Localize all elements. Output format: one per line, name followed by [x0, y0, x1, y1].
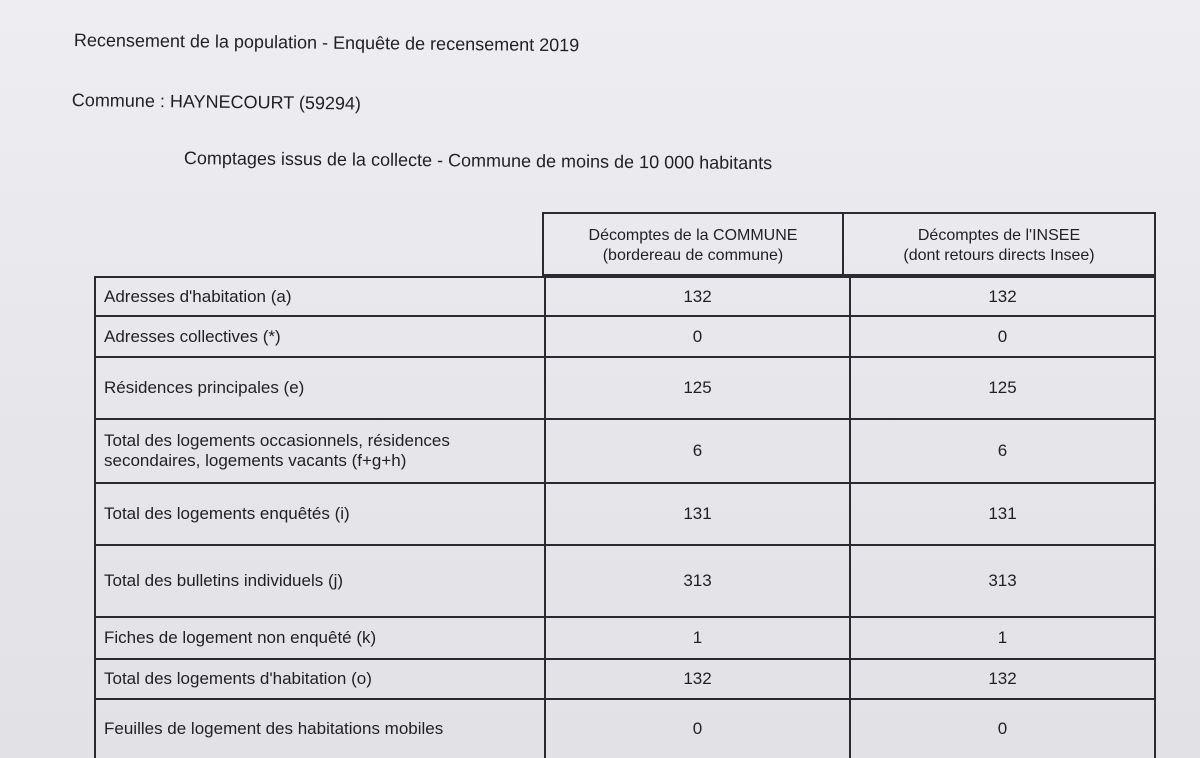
- document-subtitle: Comptages issus de la collecte - Commune de moins de 10 000 habitants: [183, 148, 773, 174]
- counts-table-body: [94, 276, 1156, 758]
- table-row: [95, 483, 1155, 545]
- table-row: [95, 357, 1155, 419]
- commune-value: 132: [545, 659, 850, 699]
- row-label: Total des logements d'habitation (o): [95, 659, 545, 699]
- insee-value: 132: [850, 659, 1155, 699]
- table-row: [95, 699, 1155, 758]
- header-insee-subtitle: (dont retours directs Insee): [903, 247, 1095, 264]
- header-commune-title: Décomptes de la COMMUNE: [588, 227, 798, 244]
- document-title: Recensement de la population - Enquête de recensement 2019: [73, 30, 580, 56]
- row-label: Total des logements occasionnels, résidences secondaires, logements vacants (f+g+h): [95, 419, 545, 483]
- row-label: Total des bulletins individuels (j): [95, 545, 545, 617]
- insee-value: 132: [850, 277, 1155, 316]
- commune-value: 132: [545, 277, 850, 316]
- table-row: [95, 659, 1155, 699]
- row-label: Fiches de logement non enquêté (k): [95, 617, 545, 659]
- table-row: [95, 419, 1155, 483]
- commune-value: 1: [545, 617, 850, 659]
- row-label: Adresses collectives (*): [95, 316, 545, 357]
- commune-value: 6: [545, 419, 850, 483]
- insee-value: 6: [850, 419, 1155, 483]
- header-commune-counts: [542, 212, 844, 276]
- header-commune-subtitle: (bordereau de commune): [602, 247, 784, 264]
- table-row: [95, 277, 1155, 316]
- insee-value: 1: [850, 617, 1155, 659]
- insee-value: 313: [850, 545, 1155, 617]
- commune-value: 0: [545, 316, 850, 357]
- commune-value: 131: [545, 483, 850, 545]
- insee-value: 125: [850, 357, 1155, 419]
- table-header-row: [94, 212, 1156, 278]
- commune-value: 0: [545, 699, 850, 758]
- header-insee-title: Décomptes de l'INSEE: [917, 227, 1081, 244]
- row-label: Adresses d'habitation (a): [95, 277, 545, 316]
- row-label: Résidences principales (e): [95, 357, 545, 419]
- table-row: [95, 617, 1155, 659]
- commune-value: 313: [545, 545, 850, 617]
- insee-value: 0: [850, 316, 1155, 357]
- counts-table: [94, 212, 1156, 738]
- commune-name: Commune : HAYNECOURT (59294): [71, 90, 362, 114]
- header-insee-counts: [842, 212, 1156, 276]
- table-row: [95, 316, 1155, 357]
- insee-value: 131: [850, 483, 1155, 545]
- table-row: [95, 545, 1155, 617]
- insee-value: 0: [850, 699, 1155, 758]
- row-label: Feuilles de logement des habitations mobiles: [95, 699, 545, 758]
- commune-value: 125: [545, 357, 850, 419]
- row-label: Total des logements enquêtés (i): [95, 483, 545, 545]
